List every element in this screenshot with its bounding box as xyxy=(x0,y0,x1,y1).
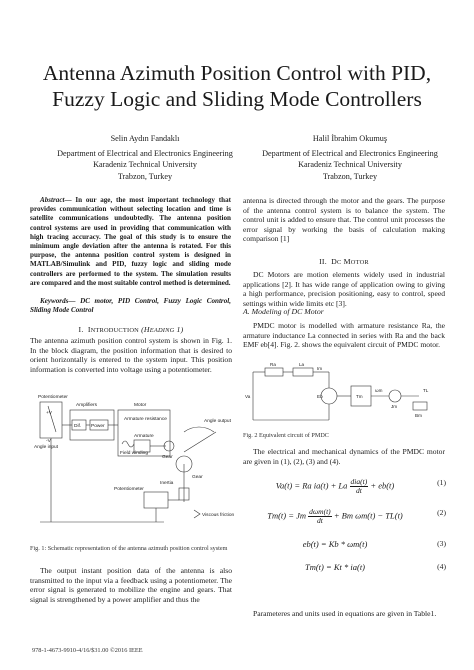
author-city: Trabzon, Turkey xyxy=(117,171,173,181)
equation-4-number: (4) xyxy=(437,562,446,571)
damper-bm xyxy=(413,402,427,410)
fig2-label-va: Va xyxy=(245,394,251,399)
potentiometer-2-box xyxy=(144,492,168,508)
fig1-label-gear: Gear xyxy=(162,455,173,460)
fig1-label-angle-input: Angle input xyxy=(34,445,59,450)
fig1-label-inertia: Inertia xyxy=(160,481,174,486)
fig2-label-wm: ωm xyxy=(375,388,383,393)
back-emf-source xyxy=(321,388,337,404)
equation-1-number: (1) xyxy=(437,478,446,487)
intro-paragraph: The antenna azimuth position control system is shown in Fig. 1. In the block diagram, the position information that is desired to orient horizontally is entered to the system input. This position information is converted into voltage using a potentiometer. xyxy=(30,336,232,374)
section-heading-intro: I. INTRODUCTION (HEADING 1) xyxy=(78,325,184,334)
author-city: Trabzon, Turkey xyxy=(322,171,378,181)
fig1-label-amplifiers: Amplifiers xyxy=(76,403,98,408)
keywords: Keywords— DC motor, PID Control, Fuzzy Logic Control, Sliding Mode Control xyxy=(30,297,231,315)
equation-1: Va(t) = Ra ia(t) + La $\frac{\text{dia(t)}}{dt}$ + eb(t) (1) xyxy=(275,477,446,495)
fig1-label-power: Power xyxy=(91,424,105,429)
fig1-label-potentiometer-2: Potentiometer xyxy=(114,487,144,492)
abstract-label: Abstract xyxy=(40,196,65,204)
fig1-label-armature: Armature xyxy=(134,434,154,439)
fig1-label-motor: Motor xyxy=(134,403,147,408)
dynamics-paragraph: The electrical and mechanical dynamics of the PMDC motor are given in (1), (2), (3) and (4). xyxy=(243,447,445,466)
fig2-label-bm: Bm xyxy=(415,413,422,418)
equation-3-number: (3) xyxy=(437,539,446,548)
fig1-label-viscous-friction: Viscous friction xyxy=(202,513,235,518)
abstract xyxy=(30,196,231,288)
fig1-label-armature-resistance: Armature resistance xyxy=(124,417,167,422)
author-univ: Karadeniz Technical University xyxy=(93,160,197,169)
figure-2-caption: Fig. 2 Equivalent circuit of PMDC xyxy=(243,432,329,439)
pmdc-paragraph: PMDC motor is modelled with armature resistance Ra, the armature inductance La connected in series with Ra and the back EMF eb[4]. Fig. 2. shows the equivalent circuit of PMDC motor. xyxy=(243,321,445,350)
fig2-label-tm: Tm xyxy=(356,394,363,399)
fig1-label-potentiometer: Potentiometer xyxy=(38,395,68,400)
output-paragraph: The output instant position data of the antenna is also transmitted to the input via a feedback using a potentiometer. The error signal is generated to mobilize the engine and gears. That signal is strengthened by a power amplifier and thus the xyxy=(30,566,232,604)
fig2-label-im: Im xyxy=(317,366,323,371)
potentiometer-box xyxy=(40,402,62,438)
section-heading-dc-motor: II. DC MOTOR xyxy=(319,257,369,266)
fig1-label-minus-v: -V xyxy=(46,439,51,444)
paper-title: Antenna Azimuth Position Control with PID, Fuzzy Logic and Sliding Mode Controllers xyxy=(42,61,432,111)
author-name: Halil İbrahim Okumuş xyxy=(312,134,388,143)
fig1-label-field-winding: Field winding xyxy=(120,451,148,456)
inductor-la xyxy=(293,368,313,376)
fig2-label-tl: TL xyxy=(423,388,429,393)
figure-1-caption: Fig. 1: Schematic representation of the antenna azimuth position control system xyxy=(30,545,228,552)
fig1-label-dif: Dif. xyxy=(74,424,82,429)
fig2-label-eb: Eb xyxy=(317,394,323,399)
inertia-jm xyxy=(389,390,401,402)
parameters-paragraph: Parameteres and units used in equations are given in Table1. xyxy=(253,609,437,618)
figure-1-diagram xyxy=(34,392,235,542)
author-dept: Department of Electrical and Electronics Engineering xyxy=(57,148,233,158)
author-block-2 xyxy=(250,133,450,182)
abstract-text: — In our age, the most important technology that provides communication without selecting location and time is satellite communications undoubtedly. The antenna position control systems are used in providing that communication with high tracing accuracy. The goal of this study is to ensure the minimum angle deviation after the antenna is rotated. For this purpose, the antenna position control system is designed in MATLAB/Simulink and PID, fuzzy logic and sliding mode controllers are performed to the system. The simulation results are compared and the most suitable control method is determined. xyxy=(30,196,231,287)
right-paragraph-1: antenna is directed through the motor and the gears. The purpose of the antenna control system is to balance the system. The control unit is added to ensure that. The control unit processes the error signal by working the basis of calculation making comparison [1] xyxy=(243,196,445,244)
resistor-ra xyxy=(265,368,283,376)
author-univ: Karadeniz Technical University xyxy=(298,160,402,169)
fig2-label-la: La xyxy=(299,362,305,367)
subsection-heading-a: A. Modeling of DC Motor xyxy=(243,307,324,316)
dc-motor-paragraph: DC Motors are motion elements widely used in industrial applications [2]. It has wide range of application owing to giving a high performance, precision positioning, easy to control, speed settings within wide limits etc [3]. xyxy=(243,270,445,308)
fig1-label-gear-2: Gear xyxy=(192,475,203,480)
equation-3: eb(t) = Kb * ωm(t) (3) xyxy=(302,539,446,549)
fig2-label-ra: Ra xyxy=(270,362,276,367)
author-block-1 xyxy=(45,133,245,182)
author-name: Selin Aydın Fandaklı xyxy=(110,134,180,143)
fig1-label-plus-v: +V xyxy=(46,411,53,416)
equation-2-number: (2) xyxy=(437,508,446,517)
author-dept: Department of Electrical and Electronics Engineering xyxy=(262,148,438,158)
fig2-label-jm: Jm xyxy=(391,404,398,409)
fig1-label-angle-output: Angle output xyxy=(204,419,231,424)
equation-4: Tm(t) = Kt * ia(t) (4) xyxy=(304,562,446,572)
copyright-footer: 978-1-4673-9910-4/16/$31.00 ©2016 IEEE xyxy=(32,647,143,654)
equation-2: Tm(t) = Jm $\frac{\text{dωm(t)}}{dt}$ + Bm ωm(t) − TL(t) (2) xyxy=(267,507,446,525)
figure-2-circuit xyxy=(243,362,443,428)
